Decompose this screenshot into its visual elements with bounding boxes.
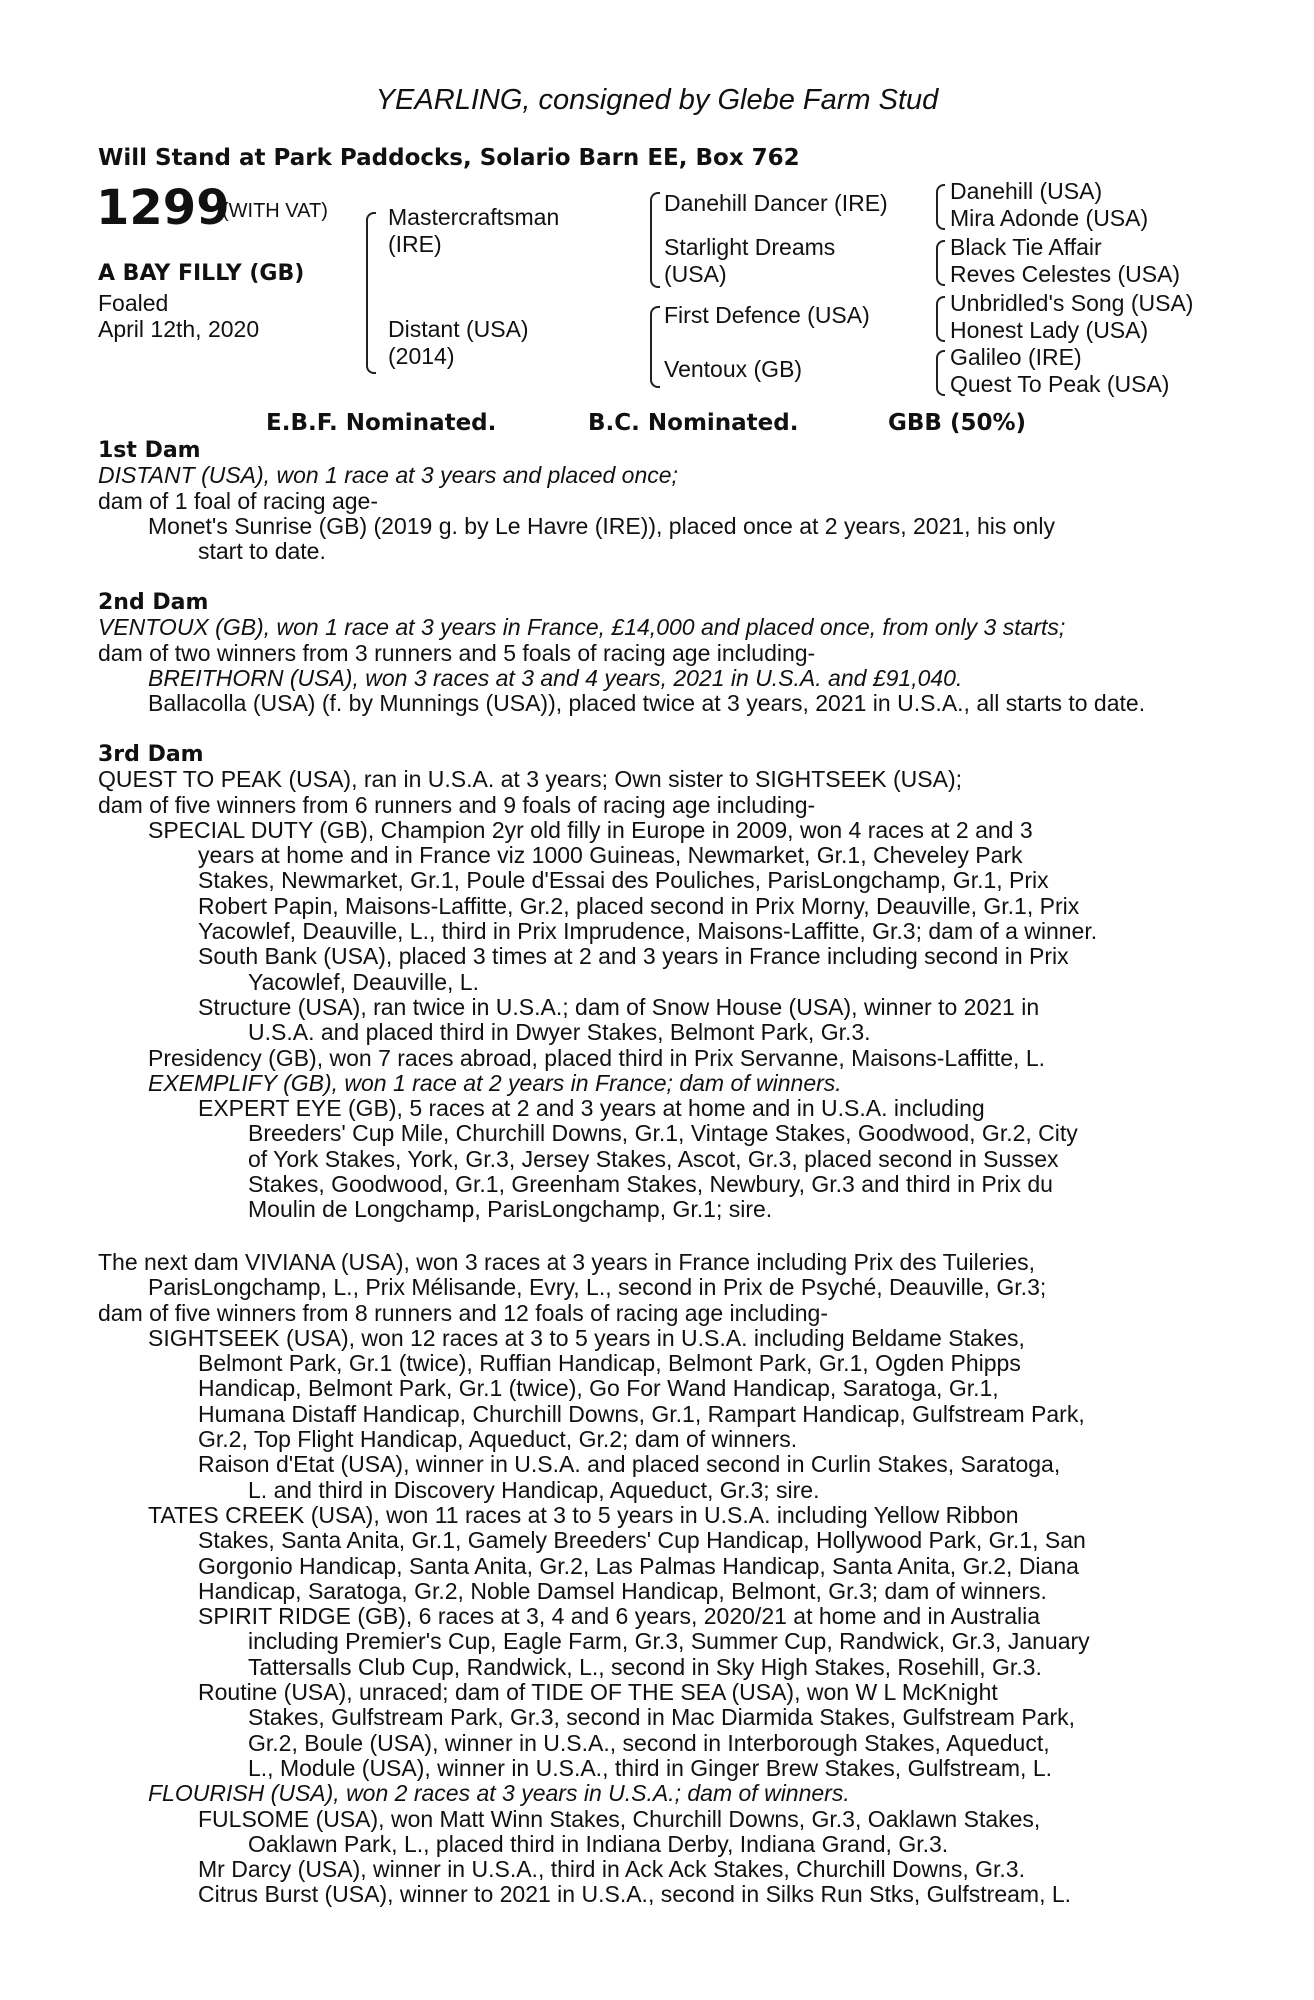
produce-entry: SIGHTSEEK (USA), won 12 races at 3 to 5 years in U.S.A. including Beldame Stakes, <box>148 1324 1025 1351</box>
pedigree-ancestor: Mira Adonde (USA) <box>950 205 1149 231</box>
next-dam-section <box>98 1250 1198 1908</box>
foaled-label: Foaled <box>98 290 169 316</box>
bc-nomination: B.C. Nominated. <box>588 410 799 436</box>
dam-produce-summary: dam of five winners from 8 runners and 12 foals of racing age including- <box>98 1299 829 1326</box>
pedigree-sire: Mastercraftsman (IRE) <box>388 204 560 257</box>
produce-entry: Presidency (GB), won 7 races abroad, placed third in Prix Servanne, Maisons-Laffitte, L. <box>148 1044 1046 1071</box>
gbb-note: GBB (50%) <box>888 410 1027 436</box>
produce-entry: Handicap, Belmont Park, Gr.1 (twice), Go For Wand Handicap, Saratoga, Gr.1, <box>198 1375 999 1402</box>
dam-record: DISTANT (USA), won 1 race at 3 years and placed once; <box>98 462 678 489</box>
produce-entry: U.S.A. and placed third in Dwyer Stakes, Belmont Park, Gr.3. <box>248 1019 871 1046</box>
stand-location: Will Stand at Park Paddocks, Solario Barn EE, Box 762 <box>98 145 800 171</box>
section-heading: 3rd Dam <box>98 742 204 767</box>
produce-entry: TATES CREEK (USA), won 11 races at 3 to 5 years in U.S.A. including Yellow Ribbon <box>148 1501 1019 1528</box>
pedigree-ancestor: Galileo (IRE) <box>950 344 1082 370</box>
produce-entry: Stakes, Goodwood, Gr.1, Greenham Stakes, Newbury, Gr.3 and third in Prix du <box>248 1171 1053 1198</box>
pedigree-dam-dam: Ventoux (GB) <box>664 356 803 382</box>
dam-record: The next dam VIVIANA (USA), won 3 races at 3 years in France including Prix des Tuileries, <box>98 1249 1036 1275</box>
section-heading: 2nd Dam <box>98 590 209 615</box>
dam-record: VENTOUX (GB), won 1 race at 3 years in France, £14,000 and placed once, from only 3 starts; <box>98 614 1066 641</box>
dam-produce-summary: dam of five winners from 6 runners and 9 foals of racing age including- <box>98 791 816 818</box>
produce-entry: Handicap, Saratoga, Gr.2, Noble Damsel Handicap, Belmont, Gr.3; dam of winners. <box>198 1577 1047 1604</box>
pedigree-dam: Distant (USA) (2014) <box>388 316 529 369</box>
produce-entry: Citrus Burst (USA), winner to 2021 in U.S.A., second in Silks Run Stks, Gulfstream, L. <box>198 1881 1072 1908</box>
pedigree-ancestor: Reves Celestes (USA) <box>950 261 1181 287</box>
third-dam-section <box>98 742 1198 1223</box>
produce-entry: Mr Darcy (USA), winner in U.S.A., third in Ack Ack Stakes, Churchill Downs, Gr.3. <box>198 1856 1025 1883</box>
produce-entry: Raison d'Etat (USA), winner in U.S.A. and placed second in Curlin Stakes, Saratoga, <box>198 1451 1061 1478</box>
pedigree-brace <box>650 192 660 288</box>
pedigree-brace <box>366 212 376 374</box>
pedigree-brace <box>936 350 945 396</box>
produce-entry: Structure (USA), ran twice in U.S.A.; dam of Snow House (USA), winner to 2021 in <box>198 993 1040 1020</box>
produce-entry: South Bank (USA), placed 3 times at 2 and 3 years in France including second in Prix <box>198 943 1069 970</box>
produce-entry: EXPERT EYE (GB), 5 races at 2 and 3 years at home and in U.S.A. including <box>198 1095 985 1122</box>
produce-entry: Belmont Park, Gr.1 (twice), Ruffian Handicap, Belmont Park, Gr.1, Ogden Phipps <box>198 1350 1021 1377</box>
pedigree-sire-dam: Starlight Dreams (USA) <box>664 234 836 287</box>
produce-entry: Routine (USA), unraced; dam of TIDE OF THE SEA (USA), won W L McKnight <box>198 1679 998 1706</box>
produce-entry: Yacowlef, Deauville, L., third in Prix Imprudence, Maisons-Laffitte, Gr.3; dam of a winner. <box>198 918 1098 945</box>
pedigree-dam-sire: First Defence (USA) <box>664 302 870 328</box>
produce-entry: Stakes, Gulfstream Park, Gr.3, second in Mac Diarmida Stakes, Gulfstream Park, <box>248 1704 1076 1731</box>
produce-entry: Gr.2, Boule (USA), winner in U.S.A., second in Interborough Stakes, Aqueduct, <box>248 1729 1050 1756</box>
first-dam-section <box>98 438 1198 564</box>
produce-entry: Gr.2, Top Flight Handicap, Aqueduct, Gr.2; dam of winners. <box>198 1426 798 1453</box>
produce-entry: L. and third in Discovery Handicap, Aqueduct, Gr.3; sire. <box>248 1476 820 1503</box>
dam-record: ParisLongchamp, L., Prix Mélisande, Evry, L., second in Prix de Psyché, Deauville, Gr.3; <box>148 1274 1047 1301</box>
dam-produce-summary: dam of 1 foal of racing age- <box>98 487 378 514</box>
produce-entry: SPECIAL DUTY (GB), Champion 2yr old filly in Europe in 2009, won 4 races at 2 and 3 <box>148 816 1033 843</box>
produce-entry: Stakes, Santa Anita, Gr.1, Gamely Breeders' Cup Handicap, Hollywood Park, Gr.1, San <box>198 1527 1086 1554</box>
produce-entry: Robert Papin, Maisons-Laffitte, Gr.2, placed second in Prix Morny, Deauville, Gr.1, Prix <box>198 892 1080 919</box>
foaled-date: April 12th, 2020 <box>98 316 260 342</box>
produce-entry: SPIRIT RIDGE (GB), 6 races at 3, 4 and 6 years, 2020/21 at home and in Australia <box>198 1603 1041 1630</box>
produce-entry: L., Module (USA), winner in U.S.A., third in Ginger Brew Stakes, Gulfstream, L. <box>248 1754 1053 1781</box>
pedigree-sire-sire: Danehill Dancer (IRE) <box>664 190 888 216</box>
lot-number: 1299 <box>96 180 230 236</box>
ebf-nomination: E.B.F. Nominated. <box>266 410 497 436</box>
catalogue-title: YEARLING, consigned by Glebe Farm Stud <box>375 84 939 116</box>
produce-entry: Monet's Sunrise (GB) (2019 g. by Le Havre (IRE)), placed once at 2 years, 2021, his only <box>148 512 1055 539</box>
second-dam-section <box>98 590 1198 716</box>
produce-entry: Oaklawn Park, L., placed third in Indiana Derby, Indiana Grand, Gr.3. <box>248 1830 949 1857</box>
produce-entry: Humana Distaff Handicap, Churchill Downs, Gr.1, Rampart Handicap, Gulfstream Park, <box>198 1400 1085 1427</box>
produce-entry: BREITHORN (USA), won 3 races at 3 and 4 years, 2021 in U.S.A. and £91,040. <box>148 664 963 691</box>
produce-entry: Moulin de Longchamp, ParisLongchamp, Gr.1; sire. <box>248 1196 773 1223</box>
produce-entry: Stakes, Newmarket, Gr.1, Poule d'Essai des Pouliches, ParisLongchamp, Gr.1, Prix <box>198 867 1049 894</box>
dam-record: QUEST TO PEAK (USA), ran in U.S.A. at 3 years; Own sister to SIGHTSEEK (USA); <box>98 766 963 793</box>
produce-entry: years at home and in France viz 1000 Guineas, Newmarket, Gr.1, Cheveley Park <box>198 842 1023 869</box>
produce-entry: start to date. <box>198 538 326 565</box>
produce-entry: Ballacolla (USA) (f. by Munnings (USA)), placed twice at 3 years, 2021 in U.S.A., all starts to date. <box>148 690 1146 717</box>
pedigree-ancestor: Unbridled's Song (USA) <box>950 290 1194 316</box>
pedigree-brace <box>650 306 660 388</box>
produce-entry: Breeders' Cup Mile, Churchill Downs, Gr.1, Vintage Stakes, Goodwood, Gr.2, City <box>248 1120 1078 1147</box>
produce-entry: FLOURISH (USA), won 2 races at 3 years in U.S.A.; dam of winners. <box>148 1780 850 1807</box>
pedigree-ancestor: Danehill (USA) <box>950 178 1103 204</box>
produce-entry: Yacowlef, Deauville, L. <box>248 968 479 995</box>
produce-entry: including Premier's Cup, Eagle Farm, Gr.3, Summer Cup, Randwick, Gr.3, January <box>248 1628 1090 1655</box>
vat-note: (WITH VAT) <box>222 200 328 222</box>
pedigree-brace <box>936 240 945 286</box>
produce-entry: FULSOME (USA), won Matt Winn Stakes, Churchill Downs, Gr.3, Oaklawn Stakes, <box>198 1805 1041 1832</box>
pedigree-ancestor: Quest To Peak (USA) <box>950 371 1170 397</box>
pedigree-brace <box>936 296 945 342</box>
produce-entry: EXEMPLIFY (GB), won 1 race at 2 years in France; dam of winners. <box>148 1069 842 1096</box>
pedigree-ancestor: Black Tie Affair <box>950 234 1102 260</box>
horse-description: A BAY FILLY (GB) <box>98 261 305 286</box>
produce-entry: of York Stakes, York, Gr.3, Jersey Stakes, Ascot, Gr.3, placed second in Sussex <box>248 1145 1059 1172</box>
dam-produce-summary: dam of two winners from 3 runners and 5 foals of racing age including- <box>98 639 816 666</box>
pedigree-ancestor: Honest Lady (USA) <box>950 317 1149 343</box>
section-heading: 1st Dam <box>98 438 201 463</box>
pedigree-brace <box>936 184 945 230</box>
produce-entry: Tattersalls Club Cup, Randwick, L., second in Sky High Stakes, Rosehill, Gr.3. <box>248 1653 1042 1680</box>
produce-entry: Gorgonio Handicap, Santa Anita, Gr.2, Las Palmas Handicap, Santa Anita, Gr.2, Diana <box>198 1552 1079 1579</box>
